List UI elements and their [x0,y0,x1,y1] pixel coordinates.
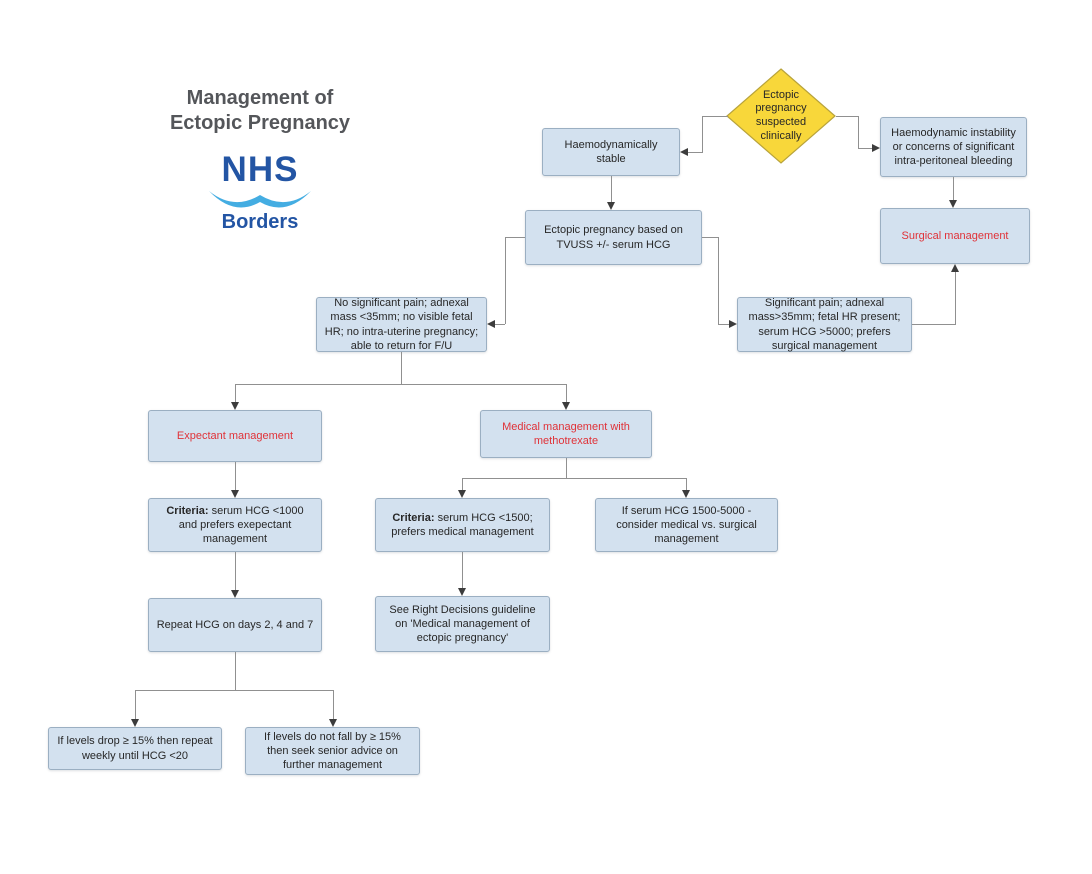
arrowhead [951,264,959,272]
criteria-rest: serum HCG <1000 and prefers exepectant management [178,504,304,546]
arrowhead [458,588,466,596]
arrowhead [949,200,957,208]
node-hcg-1500-5000 [595,498,778,552]
connector-segment [953,177,954,201]
node-label [156,504,314,547]
node-levels-drop [48,727,222,770]
decision-diamond-suspected [726,68,836,164]
connector-segment [955,272,956,325]
connector-segment [688,152,703,153]
nhs-borders-logo [205,152,315,233]
arrowhead [458,490,466,498]
connector-segment [702,116,728,117]
connector-segment [495,324,505,325]
arrowhead [562,402,570,410]
node-label: If levels do not fall by ≥ 15% then seek senior advice on further management [264,730,401,772]
arrowhead [231,590,239,598]
criteria-bold: Criteria: [166,504,209,517]
arrowhead [231,490,239,498]
arrowhead [682,490,690,498]
node-label: Haemodynamic instability or concerns of significant intra-peritoneal bleeding [891,126,1016,168]
node-label: See Right Decisions guideline on 'Medical management of ectopic pregnancy' [389,603,536,645]
connector-segment [702,116,703,153]
node-label: Surgical management [901,229,1009,242]
connector-segment [135,690,333,691]
node-significant-pain [737,297,912,352]
connector-segment [235,652,236,691]
node-surgical-management [880,208,1030,264]
node-criteria-expectant [148,498,322,552]
node-label: Haemodynamically stable [564,138,658,165]
connector-segment [235,462,236,491]
arrowhead [680,148,688,156]
connector-segment [505,237,525,238]
node-right-decisions-guideline [375,596,550,652]
connector-segment [566,384,567,403]
connector-segment [333,690,334,719]
node-tvuss-serum-hcg [525,210,702,265]
page-title [148,86,372,136]
connector-segment [702,237,718,238]
connector-segment [135,690,136,721]
page-title-line2: Ectopic Pregnancy [169,112,351,134]
node-haemodynamic-instability [880,117,1027,177]
connector-segment [235,552,236,591]
node-no-significant-pain [316,297,487,352]
page-title-line1: Management of [186,87,334,109]
connector-segment [235,384,236,403]
arrowhead [231,402,239,410]
connector-segment [912,324,955,325]
nhs-logo-region: Borders [221,211,299,233]
connector-segment [858,148,873,149]
node-levels-not-fall [245,727,420,775]
node-haemodynamically-stable [542,128,680,176]
node-label [383,511,542,540]
node-repeat-hcg [148,598,322,652]
arrowhead [131,719,139,727]
node-label: Ectopic pregnancy based on TVUSS +/- serum HCG [544,224,683,251]
node-label: Significant pain; adnexal mass>35mm; fetal HR present; serum HCG >5000; prefers surgical management [748,296,901,352]
arrowhead [487,320,495,328]
diamond-label: Ectopic pregnancy suspected clinically [755,88,807,142]
criteria-bold: Criteria: [392,511,435,524]
arrowhead [729,320,737,328]
arrowhead [872,144,880,152]
node-medical-management [480,410,652,458]
connector-segment [858,116,859,149]
node-label: If serum HCG 1500-5000 - consider medical vs. surgical management [616,504,757,546]
node-label: Expectant management [176,429,294,442]
connector-segment [836,116,858,117]
arrowhead [607,202,615,210]
node-criteria-medical [375,498,550,552]
connector-segment [505,237,506,324]
node-label: Medical management with methotrexate [502,420,630,447]
node-label: No significant pain; adnexal mass <35mm; no visible fetal HR; no intra-uterine pregnancy; able to return for F/U [324,296,479,352]
connector-segment [462,552,463,589]
criteria-rest: serum HCG <1500; prefers medical management [391,511,534,538]
connector-segment [401,352,402,385]
connector-segment [462,478,687,479]
node-expectant-management [148,410,322,462]
arrowhead [329,719,337,727]
nhs-swoosh-icon [208,189,312,211]
connector-segment [718,237,719,324]
node-label: If levels drop ≥ 15% then repeat weekly until HCG <20 [57,735,213,762]
connector-segment [235,384,567,385]
connector-segment [611,176,612,203]
connector-segment [566,458,567,479]
nhs-logo-text: NHS [221,150,299,189]
node-label: Repeat HCG on days 2, 4 and 7 [156,618,314,631]
